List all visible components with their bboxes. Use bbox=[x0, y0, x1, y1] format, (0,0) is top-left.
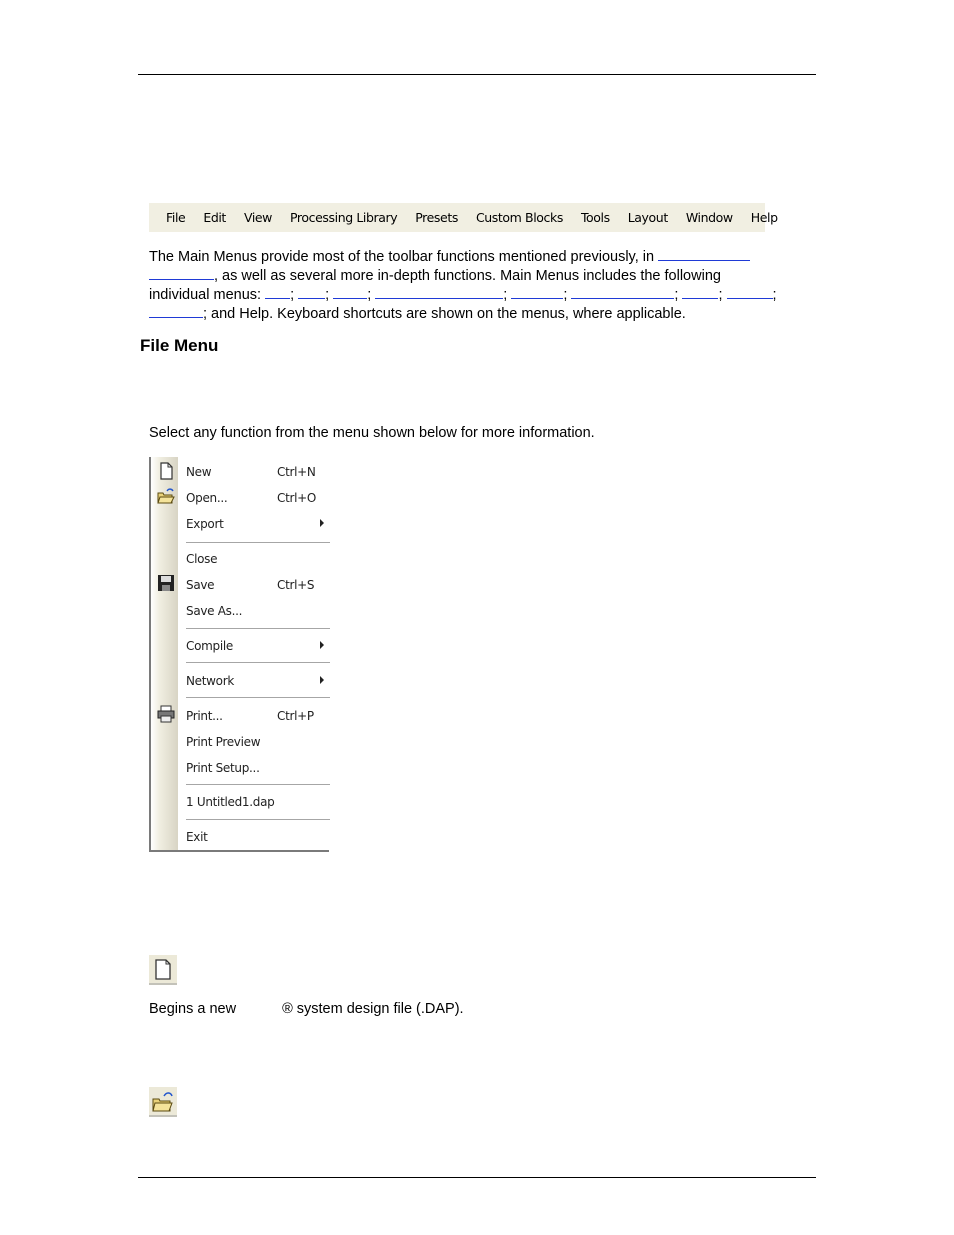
menu-item-exit[interactable]: Exit bbox=[186, 830, 208, 844]
new-document-icon bbox=[157, 462, 175, 480]
shortcut-new: Ctrl+N bbox=[277, 465, 316, 479]
link-custom-blocks-menu[interactable] bbox=[571, 285, 674, 299]
open-folder-icon bbox=[157, 487, 175, 505]
menu-separator bbox=[186, 542, 330, 543]
menu-separator bbox=[186, 784, 330, 785]
menu-edit[interactable]: Edit bbox=[203, 210, 226, 225]
menu-presets[interactable]: Presets bbox=[415, 210, 458, 225]
menu-help[interactable]: Help bbox=[750, 210, 778, 225]
menu-item-network[interactable]: Network bbox=[186, 674, 235, 688]
menu-separator bbox=[186, 819, 330, 820]
menu-separator bbox=[186, 662, 330, 663]
menu-item-print[interactable]: Print... bbox=[186, 709, 223, 723]
menu-file[interactable]: File bbox=[166, 210, 186, 225]
menu-window[interactable]: Window bbox=[685, 210, 733, 225]
submenu-arrow-icon bbox=[320, 641, 324, 649]
new-description: Begins a new ® system design file (.DAP). bbox=[149, 1001, 464, 1017]
main-menu-bar bbox=[149, 203, 778, 232]
file-menu bbox=[149, 457, 329, 852]
menu-layout[interactable]: Layout bbox=[627, 210, 668, 225]
link-window-menu[interactable] bbox=[149, 304, 203, 318]
menu-item-print-preview[interactable]: Print Preview bbox=[186, 735, 261, 749]
shortcut-print: Ctrl+P bbox=[277, 709, 314, 723]
menu-item-save-as[interactable]: Save As... bbox=[186, 604, 243, 618]
submenu-arrow-icon bbox=[320, 676, 324, 684]
menu-custom-blocks[interactable]: Custom Blocks bbox=[475, 210, 563, 225]
link-presets-menu[interactable] bbox=[511, 285, 563, 299]
open-folder-icon bbox=[149, 1087, 177, 1117]
menu-item-save[interactable]: Save bbox=[186, 578, 215, 592]
link-edit-menu[interactable] bbox=[298, 285, 325, 299]
instruction-text: Select any function from the menu shown below for more information. bbox=[149, 425, 595, 441]
link-blank[interactable] bbox=[149, 266, 214, 280]
floppy-disk-icon bbox=[157, 574, 175, 592]
link-view-menu[interactable] bbox=[333, 285, 367, 299]
link-processing-library-menu[interactable] bbox=[375, 285, 503, 299]
footer-rule bbox=[138, 1177, 816, 1178]
link-layout-menu[interactable] bbox=[727, 285, 773, 299]
menu-item-print-setup[interactable]: Print Setup... bbox=[186, 761, 260, 775]
link-tools-menu[interactable] bbox=[682, 285, 718, 299]
menu-item-open[interactable]: Open... bbox=[186, 491, 228, 505]
link-file-menu[interactable] bbox=[265, 285, 290, 299]
intro-paragraph: The Main Menus provide most of the toolbar functions mentioned previously, in , as well as several more in-depth functions. Main Menus includes the following individual menus: ; ; ; ; ; ; ; ; ; and Help. Keyboard shortcuts are shown on the menus, where applicable. bbox=[149, 249, 777, 322]
printer-icon bbox=[157, 705, 175, 723]
menu-view[interactable]: View bbox=[243, 210, 273, 225]
shortcut-save: Ctrl+S bbox=[277, 578, 315, 592]
menu-processing-library[interactable]: Processing Library bbox=[290, 210, 398, 225]
menu-item-close[interactable]: Close bbox=[186, 552, 218, 566]
menu-item-recent-file[interactable]: 1 Untitled1.dap bbox=[186, 795, 275, 809]
new-document-icon bbox=[149, 955, 177, 985]
link-blank[interactable] bbox=[658, 247, 750, 261]
section-title: File Menu bbox=[140, 336, 219, 355]
header-rule bbox=[138, 74, 816, 75]
submenu-arrow-icon bbox=[320, 519, 324, 527]
menu-item-compile[interactable]: Compile bbox=[186, 639, 233, 653]
shortcut-open: Ctrl+O bbox=[277, 491, 317, 505]
menu-item-export[interactable]: Export bbox=[186, 517, 224, 531]
menu-icon-gutter bbox=[151, 457, 178, 850]
menu-tools[interactable]: Tools bbox=[580, 210, 610, 225]
menu-separator bbox=[186, 697, 330, 698]
menu-item-new[interactable]: New bbox=[186, 465, 212, 479]
menu-separator bbox=[186, 628, 330, 629]
